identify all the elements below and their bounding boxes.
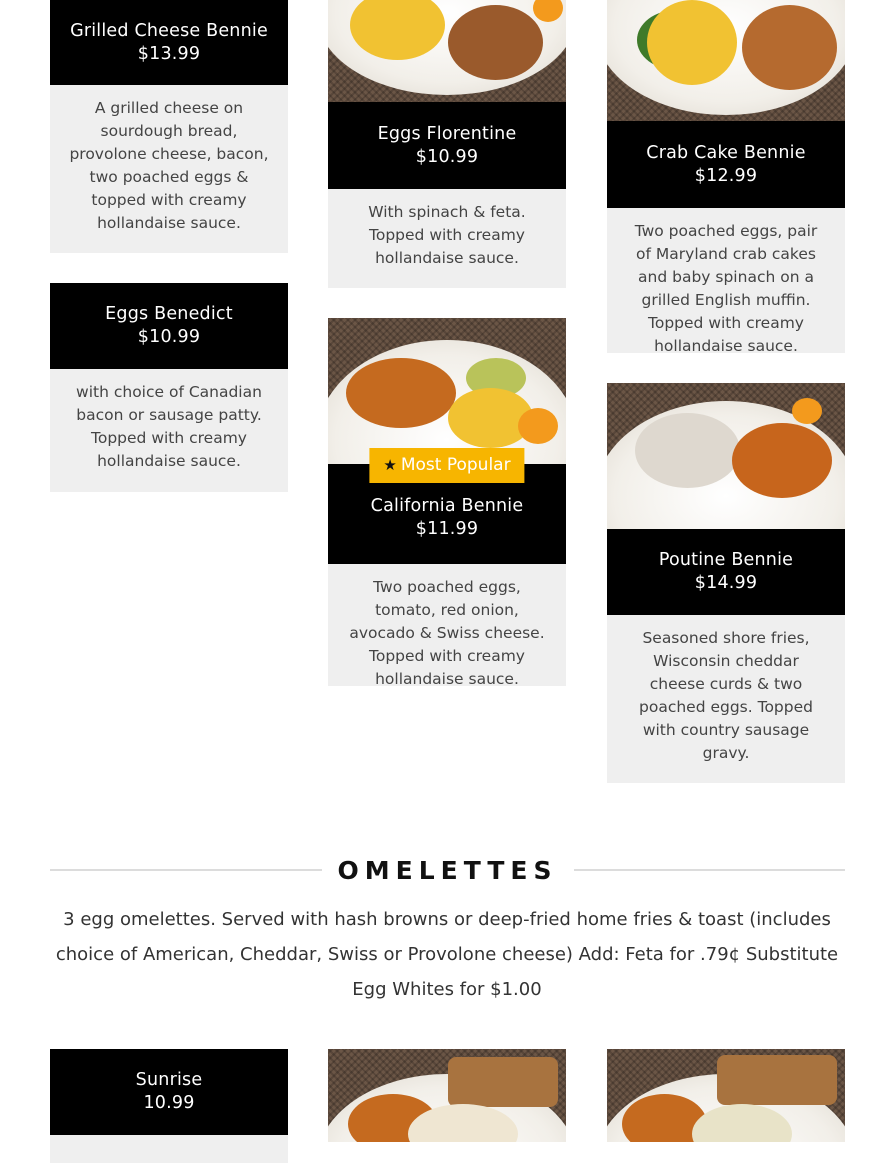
potatoes-shape [448, 5, 543, 80]
item-name: Sunrise [135, 1070, 203, 1090]
orange-slice-shape [792, 398, 822, 424]
omelettes-heading [50, 852, 845, 888]
item-name: California Bennie [370, 496, 524, 516]
card-header [50, 283, 288, 369]
food-photo [607, 0, 845, 121]
card-header [328, 102, 566, 189]
most-popular-badge [369, 448, 524, 483]
item-price: 10.99 [143, 1093, 195, 1113]
menu-card-sunrise [50, 1049, 288, 1163]
card-header [50, 1049, 288, 1135]
item-description: with choice of Canadian bacon or sausage patty. Topped with creamy hollandaise sauce. [50, 369, 288, 492]
potatoes-shape [742, 5, 837, 90]
item-price: $11.99 [415, 519, 479, 539]
item-name: Crab Cake Bennie [646, 142, 806, 163]
menu-card-eggs-benedict [50, 283, 288, 492]
section-title: OMELETTES [337, 855, 558, 885]
item-name: Poutine Bennie [658, 550, 794, 570]
menu-card-omelette-photo-2 [328, 1049, 566, 1142]
item-price: $10.99 [137, 327, 201, 347]
item-description: With spinach & feta. Topped with creamy hollandaise sauce. [328, 189, 566, 288]
star-icon: ★ [383, 456, 397, 474]
divider-right [574, 869, 846, 871]
section-description: 3 egg omelettes. Served with hash browns or deep-fried home fries & toast (includes choice of American, Cheddar, Swiss or Provolone cheese) Add: Feta for .79¢ Substitute Egg Whites for $1.00 [55, 909, 839, 1000]
gravy-shape [635, 413, 740, 488]
menu-card-crab-cake-bennie [607, 0, 845, 353]
hollandaise-shape [647, 0, 737, 85]
item-description: A grilled cheese on sourdough bread, provolone cheese, bacon, two poached eggs & topped with creamy hollandaise sauce. [50, 85, 288, 253]
food-photo [328, 0, 566, 102]
badge-label: Most Popular [400, 455, 511, 475]
hash-browns-shape [346, 358, 456, 428]
item-name: Eggs Florentine [377, 123, 517, 144]
card-header [607, 529, 845, 615]
item-price: $12.99 [694, 165, 758, 186]
food-photo [607, 383, 845, 529]
menu-card-california-bennie [328, 318, 566, 686]
menu-card-omelette-photo-3 [607, 1049, 845, 1142]
food-photo [328, 1049, 566, 1142]
food-photo [607, 1049, 845, 1142]
menu-card-eggs-florentine [328, 0, 566, 288]
food-photo [328, 318, 566, 464]
item-description [50, 1135, 288, 1163]
divider-left [50, 869, 322, 871]
toast-shape [717, 1055, 837, 1105]
item-price: $14.99 [694, 573, 758, 593]
item-description: Seasoned shore fries, Wisconsin cheddar cheese curds & two poached eggs. Topped with country sausage gravy. [607, 615, 845, 783]
fries-shape [732, 423, 832, 498]
item-name: Grilled Cheese Bennie [70, 20, 268, 41]
menu-card-grilled-cheese-bennie [50, 0, 288, 253]
card-header [607, 121, 845, 208]
item-description: Two poached eggs, pair of Maryland crab cakes and baby spinach on a grilled English muffin. Topped with creamy hollandaise sauce. [607, 208, 845, 353]
orange-slice-shape [518, 408, 558, 444]
item-description: Two poached eggs, tomato, red onion, avocado & Swiss cheese. Topped with creamy hollandaise sauce. [328, 564, 566, 686]
item-price: $13.99 [137, 43, 201, 64]
menu-card-poutine-bennie [607, 383, 845, 783]
toast-shape [448, 1057, 558, 1107]
card-header [50, 0, 288, 85]
item-name: Eggs Benedict [105, 304, 233, 324]
item-price: $10.99 [415, 146, 479, 167]
